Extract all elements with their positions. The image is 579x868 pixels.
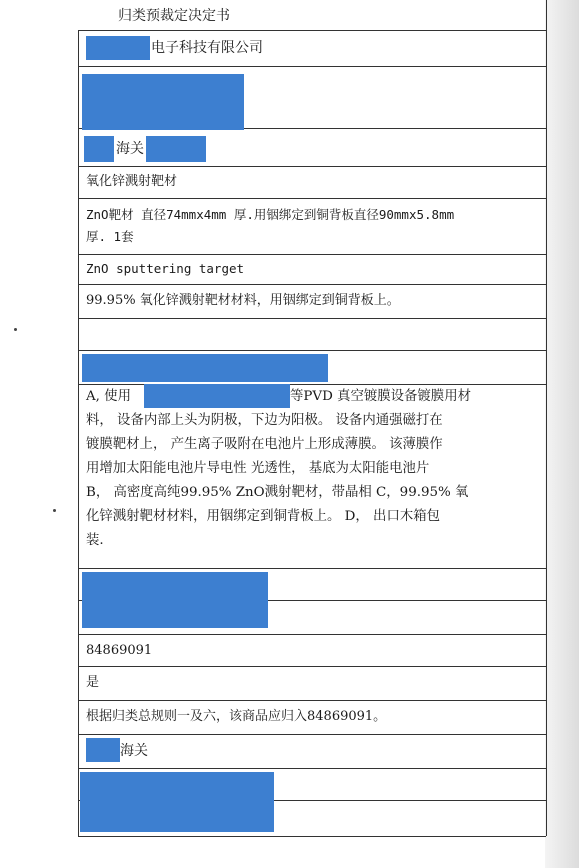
redacted-block (84, 136, 114, 162)
row-rule (78, 30, 546, 31)
description-line: 镀膜靶材上， 产生离子吸附在电池片上形成薄膜。 该薄膜作 (86, 437, 443, 452)
description-line: 料， 设备内部上头为阴极，下边为阳极。 设备内通强磁打在 (86, 413, 443, 428)
redacted-block (82, 354, 328, 382)
row-rule (78, 634, 546, 635)
english-name: ZnO sputtering target (86, 261, 245, 276)
redacted-block (144, 384, 290, 408)
classification-basis: 根据归类总规则一及六，该商品应归入84869091。 (86, 709, 387, 724)
redacted-block (146, 136, 206, 162)
row-rule (78, 568, 546, 569)
row-rule (78, 66, 546, 67)
page-edge-shadow (545, 0, 579, 868)
row-rule (78, 836, 546, 837)
redacted-block (86, 36, 150, 60)
row-rule (78, 166, 546, 167)
row-rule (78, 734, 546, 735)
description-line: 用增加太阳能电池片导电性 光透性， 基底为太阳能电池片 (86, 461, 430, 476)
customs-name-suffix: 海关 (116, 141, 144, 157)
redacted-block (80, 772, 274, 832)
product-name: 氧化锌溅射靶材 (86, 174, 178, 189)
row-rule (78, 254, 546, 255)
redacted-block (82, 74, 244, 130)
spec-line: ZnO靶材 直径74mmx4mm 厚.用铟绑定到铜背板直径90mmx5.8mm (86, 207, 455, 222)
company-name-suffix: 电子科技有限公司 (151, 40, 263, 56)
row-rule (78, 350, 546, 351)
document-title: 归类预裁定决定书 (118, 8, 230, 24)
table-left-border (78, 30, 79, 836)
description-line: 等PVD 真空镀膜设备镀膜用材 (290, 389, 471, 404)
scan-speck (53, 509, 56, 512)
redacted-block (86, 738, 120, 762)
scan-speck (14, 328, 17, 331)
customs-name-suffix: 海关 (120, 743, 148, 759)
row-rule (78, 198, 546, 199)
spec-line: 厚. 1套 (86, 229, 134, 244)
composition: 99.95% 氧化锌溅射靶材材料，用铟绑定到铜背板上。 (86, 293, 400, 308)
table-right-border (546, 0, 547, 836)
row-rule (78, 318, 546, 319)
row-rule (78, 284, 546, 285)
row-rule (78, 768, 546, 769)
redacted-block (82, 572, 268, 628)
description-line: A, 使用 (86, 389, 131, 404)
description-line: B， 高密度高纯99.95% ZnO溅射靶材，带晶相 C，99.95% 氧 (86, 485, 469, 500)
answer-value: 是 (86, 675, 100, 690)
hs-code: 84869091 (86, 643, 153, 658)
description-line: 化锌溅射靶材材料，用铟绑定到铜背板上。 D， 出口木箱包 (86, 509, 441, 524)
row-rule (78, 666, 546, 667)
description-line: 装. (86, 533, 104, 548)
row-rule (78, 700, 546, 701)
